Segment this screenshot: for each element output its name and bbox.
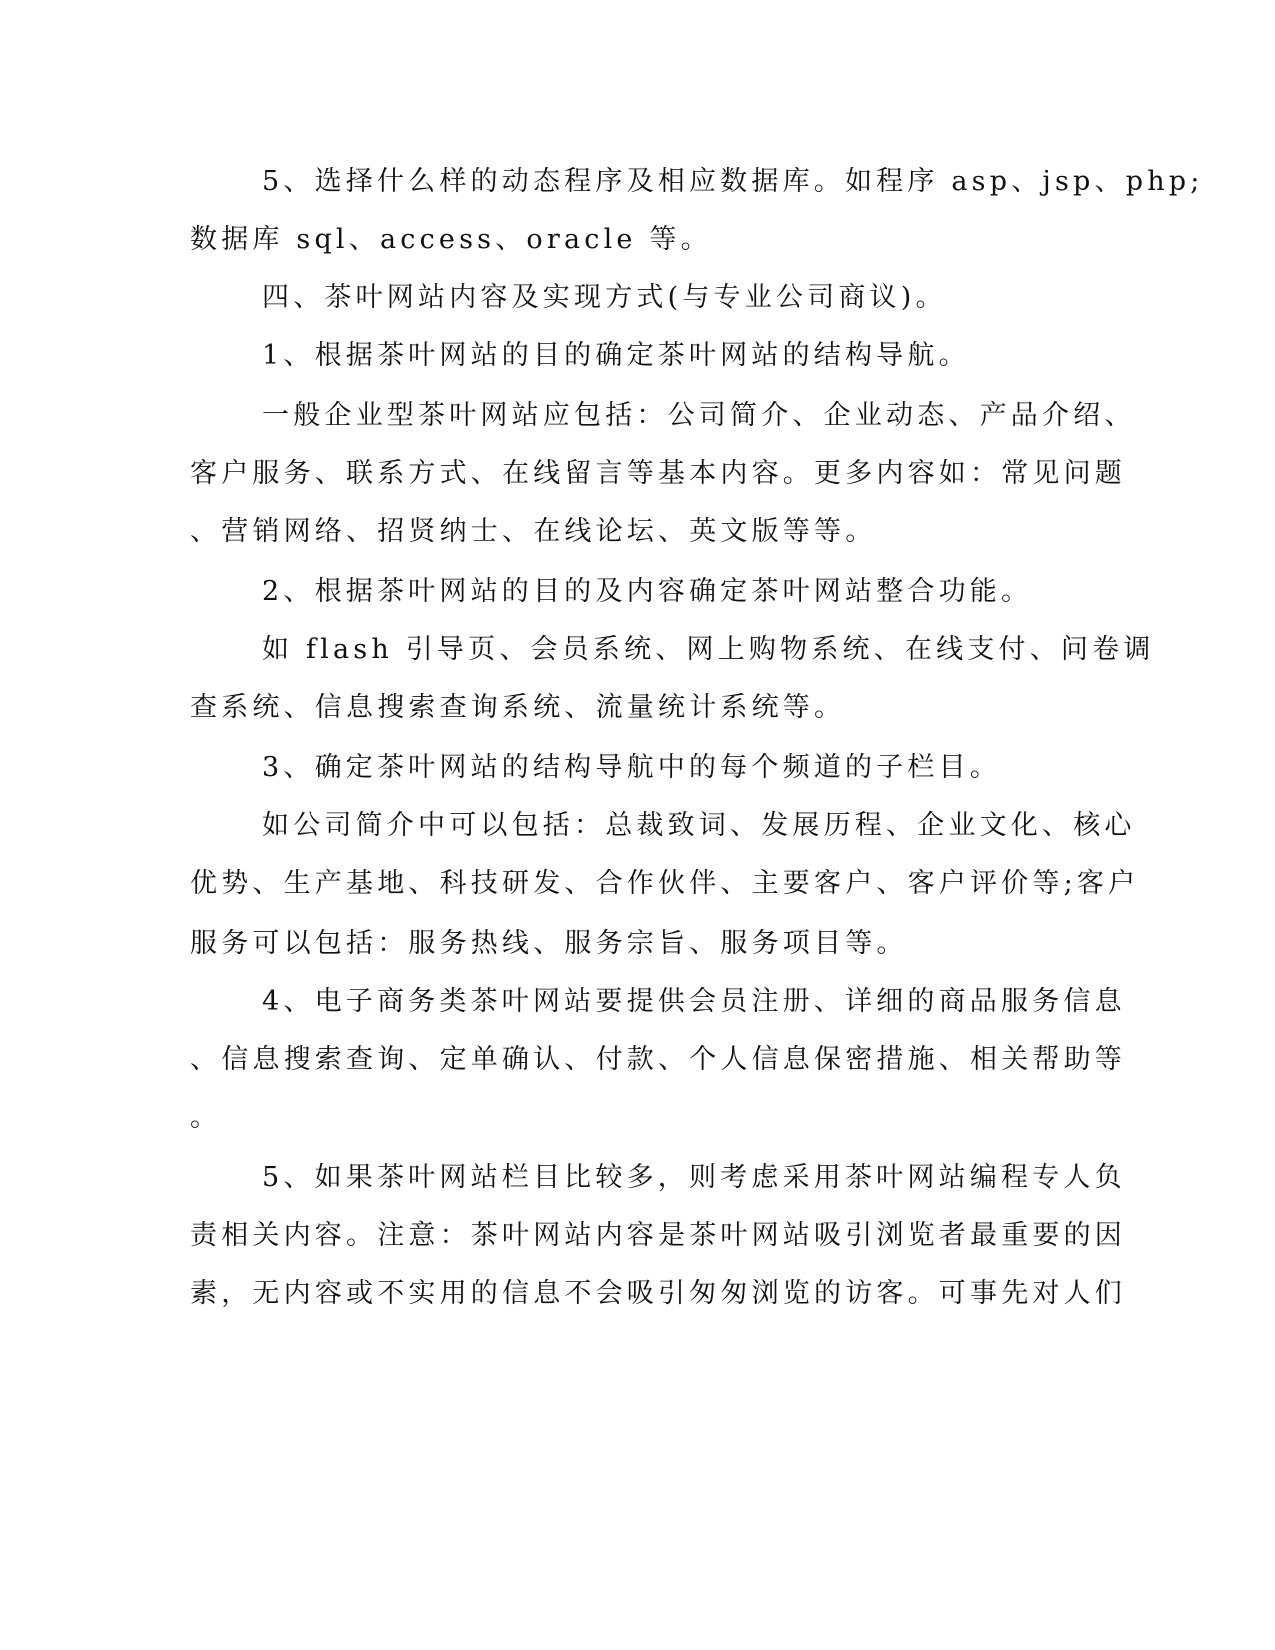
paragraph-line-9: 如 flash 引导页、会员系统、网上购物系统、在线支付、问卷调 [262,634,1155,665]
paragraph-line-17: 。 [190,1102,222,1133]
paragraph-line-6: 客户服务、联系方式、在线留言等基本内容。更多内容如：常见问题 [190,458,1126,489]
paragraph-line-20: 素，无内容或不实用的信息不会吸引匆匆浏览的访客。可事先对人们 [190,1278,1126,1309]
item-heading-5: 5、如果茶叶网站栏目比较多，则考虑采用茶叶网站编程专人负 [262,1162,1126,1193]
paragraph-line-13: 优势、生产基地、科技研发、合作伙伴、主要客户、客户评价等;客户 [190,868,1140,899]
paragraph-line-7: 、营销网络、招贤纳士、在线论坛、英文版等等。 [190,516,877,547]
item-heading-1: 1、根据茶叶网站的目的确定茶叶网站的结构导航。 [262,340,970,371]
section-heading-4: 四、茶叶网站内容及实现方式(与专业公司商议)。 [262,282,947,313]
paragraph-line-19: 责相关内容。注意：茶叶网站内容是茶叶网站吸引浏览者最重要的因 [190,1220,1126,1251]
paragraph-line-2: 数据库 sql、access、oracle 等。 [190,224,712,255]
paragraph-line-12: 如公司简介中可以包括：总裁致词、发展历程、企业文化、核心 [262,810,1136,841]
item-heading-3: 3、确定茶叶网站的结构导航中的每个频道的子栏目。 [262,752,1001,783]
paragraph-line-5: 一般企业型茶叶网站应包括：公司简介、企业动态、产品介绍、 [262,400,1136,431]
item-heading-2: 2、根据茶叶网站的目的及内容确定茶叶网站整合功能。 [262,576,1033,607]
paragraph-line-1: 5、选择什么样的动态程序及相应数据库。如程序 asp、jsp、php; [262,166,1204,197]
paragraph-line-14: 服务可以包括：服务热线、服务宗旨、服务项目等。 [190,928,908,959]
item-heading-4: 4、电子商务类茶叶网站要提供会员注册、详细的商品服务信息 [262,986,1126,1017]
paragraph-line-10: 查系统、信息搜索查询系统、流量统计系统等。 [190,692,846,723]
paragraph-line-16: 、信息搜索查询、定单确认、付款、个人信息保密措施、相关帮助等 [190,1044,1126,1075]
